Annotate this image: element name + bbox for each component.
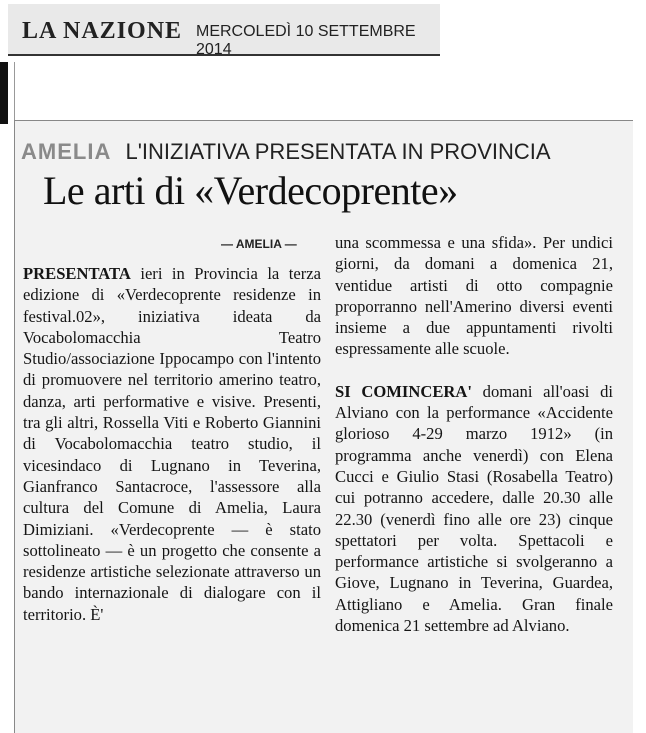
newspaper-masthead	[8, 4, 440, 56]
article-column-left	[23, 263, 321, 625]
kicker-topic: L'INIZIATIVA PRESENTATA IN PROVINCIA	[125, 139, 551, 164]
issue-date: MERCOLEDÌ 10 SETTEMBRE 2014	[196, 23, 416, 58]
article-column-right	[335, 232, 613, 636]
scan-margin	[0, 62, 15, 732]
article-dateline: — AMELIA —	[221, 237, 297, 251]
article-headline: Le arti di «Verdecoprente»	[43, 168, 458, 213]
right-body-text: domani all'oasi di Alviano con la performance «Accidente glorioso 4-29 marzo 1912» (in programma anche venerdì) con Elena Cucci e Giulio Stasi (Rosabella Teatro) cui potranno accedere, dalle 20.30 alle 22.30 (venerdì fino alle ore 23) cinque spettatori per volta. Spettacoli e performance artistiche si svolgeranno a Giove, Lugnano in Teverina, Guardea, Attigliano e Amelia. Gran finale domenica 21 settembre ad Alviano.	[335, 381, 613, 636]
scan-edge-mark	[0, 62, 8, 124]
right-paragraph-2	[335, 381, 613, 637]
article-clipping	[14, 120, 633, 733]
left-body-text: ieri in Provincia la terza edizione di «Verdecoprente residenze in festival.02», iniziativa ideata da Vocabolomacchia Teatro Studio/associazione Ippocampo con l'intento di promuovere nel territorio amerino teatro, danza, arti performative e visive. Presenti, tra gli altri, Rossella Viti e Roberto Giannini di Vocabolomacchia teatro studio, il vicesindaco di Lugnano in Teverina, Gianfranco Santacroce, l'assessore alla cultura del Comune di Amelia, Laura Dimiziani. «Verdecoprente — è stato sottolineato — è un progetto che consente a residenze artistiche selezionate attraverso un bando internazionale di dialogare con il territorio. È'	[23, 264, 321, 624]
right-lead-word: SI COMINCERA'	[335, 381, 472, 401]
right-paragraph-1: una scommessa e una sfida». Per undici giorni, da domani a domenica 21, ventidue artisti di otto compagnie proporranno nell'Amerino diversi eventi insieme a due appuntamenti rivolti espressamente alle scuole.	[335, 233, 613, 359]
kicker-place: AMELIA	[21, 139, 112, 164]
article-kicker	[21, 139, 551, 165]
left-lead-word: PRESENTATA	[23, 264, 131, 283]
left-paragraph	[23, 263, 321, 625]
newspaper-name: LA NAZIONE	[22, 18, 183, 44]
